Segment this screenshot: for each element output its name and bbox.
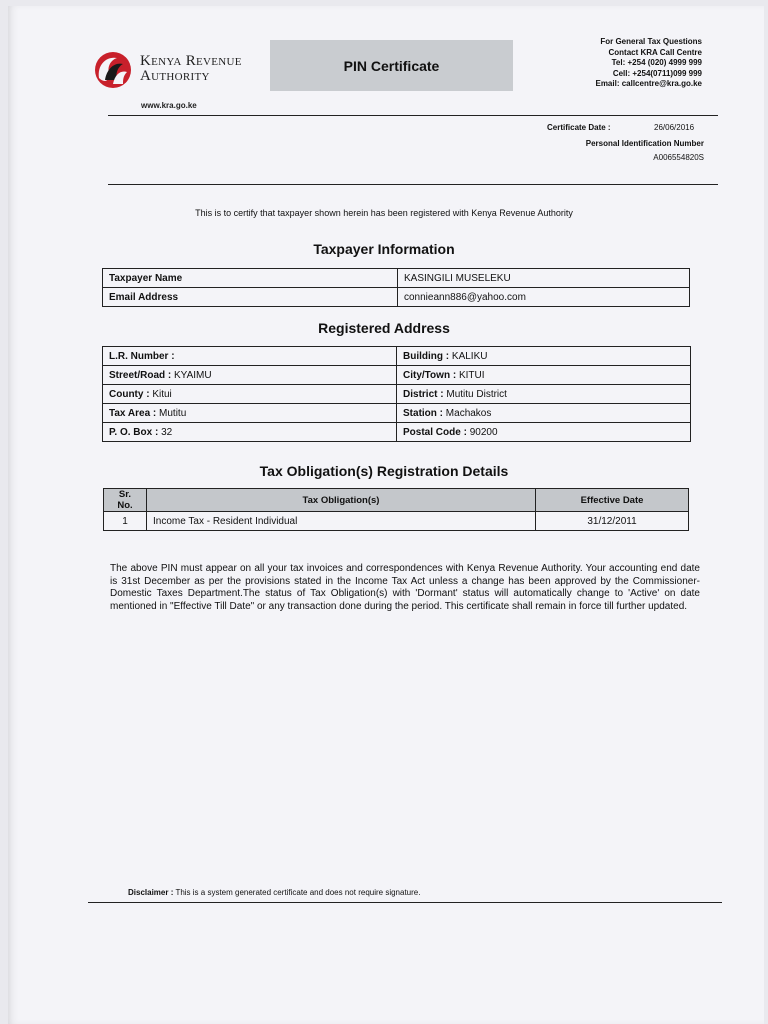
po-box-value: 32: [161, 426, 173, 438]
street-value: KYAIMU: [174, 369, 212, 381]
table-row: [103, 423, 691, 442]
header-divider: [108, 115, 718, 116]
kra-lion-logo-icon: [93, 50, 133, 90]
address-cell-left: [103, 385, 397, 404]
taxpayer-section-title: Taxpayer Information: [313, 241, 455, 257]
obligations-section-title: Tax Obligation(s) Registration Details: [259, 463, 509, 479]
taxpayer-table: [102, 268, 690, 307]
meta-divider: [108, 184, 718, 185]
disclaimer-text: This is a system generated certificate and does not require signature.: [175, 888, 421, 897]
address-cell-right: [397, 404, 691, 423]
column-header-effective-date: Effective Date: [536, 489, 689, 512]
address-cell-right: [397, 347, 691, 366]
street-label: Street/Road :: [109, 369, 172, 381]
table-row: [103, 269, 690, 288]
table-row: [103, 366, 691, 385]
disclaimer: [128, 888, 420, 897]
pin-label: Personal Identification Number: [585, 139, 704, 148]
effective-date-cell: 31/12/2011: [536, 512, 689, 531]
district-value: Mutitu District: [446, 388, 507, 400]
station-value: Machakos: [445, 407, 492, 419]
address-cell-right: [397, 366, 691, 385]
city-value: KITUI: [458, 369, 485, 381]
document-title: PIN Certificate: [270, 40, 513, 91]
org-name: [140, 54, 242, 84]
address-cell-left: [103, 366, 397, 385]
table-row: [103, 288, 690, 307]
tax-area-label: Tax Area :: [109, 407, 157, 419]
tax-area-value: Mutitu: [159, 407, 187, 419]
contact-block: [595, 37, 702, 90]
address-cell-right: [397, 423, 691, 442]
table-row: [103, 385, 691, 404]
county-value: Kitui: [152, 388, 172, 400]
contact-email[interactable]: Email: callcentre@kra.go.ke: [595, 79, 702, 88]
sr-no-cell: 1: [104, 512, 147, 531]
taxpayer-name-value: KASINGILI MUSELEKU: [398, 269, 690, 288]
pin-value: A006554820S: [653, 153, 704, 162]
certification-statement: This is to certify that taxpayer shown herein has been registered with Kenya Revenue Authority: [195, 208, 573, 218]
certificate-date-value: 26/06/2016: [654, 123, 695, 132]
building-value: KALIKU: [451, 350, 488, 362]
address-section-title: Registered Address: [318, 320, 450, 336]
district-label: District :: [403, 388, 444, 400]
contact-line: Cell: +254(0711)099 999: [612, 68, 702, 78]
lr-number-label: L.R. Number :: [109, 350, 175, 362]
contact-line: For General Tax Questions: [600, 37, 702, 46]
column-header-sr-no: Sr. No.: [104, 489, 147, 512]
city-label: City/Town :: [403, 369, 457, 381]
po-box-label: P. O. Box :: [109, 426, 159, 438]
org-name-line1: Kenya Revenue: [140, 53, 242, 69]
disclaimer-label: Disclaimer :: [128, 888, 174, 897]
county-label: County :: [109, 388, 150, 400]
contact-line: Tel: +254 (020) 4999 999: [611, 58, 702, 67]
station-label: Station :: [403, 407, 444, 419]
certificate-date-label: Certificate Date :: [547, 123, 611, 132]
notice-paragraph: The above PIN must appear on all your tax invoices and correspondences with Kenya Revenue Authority. Your accounting end date is 31st December as per the provisions stated in the Income Tax Act unless a change has been approved by the Commissioner-Domestic Taxes Department.The status of Tax Obligation(s) with 'Dormant' status will automatically change to 'Active' on date mentioned in "Effective Till Date" or any transaction done during the period. This certificate shall remain in force till further updated.: [110, 563, 700, 613]
website-link[interactable]: www.kra.go.ke: [141, 101, 197, 110]
address-cell-left: [103, 423, 397, 442]
table-header-row: [104, 489, 689, 512]
footer-divider: [88, 902, 722, 903]
contact-line: Contact KRA Call Centre: [608, 47, 702, 57]
address-cell-left: [103, 404, 397, 423]
table-row: [104, 512, 689, 531]
postal-code-label: Postal Code :: [403, 426, 467, 438]
address-table: [102, 346, 691, 442]
address-cell-right: [397, 385, 691, 404]
table-row: [103, 404, 691, 423]
obligations-table: [103, 488, 689, 531]
taxpayer-name-label: Taxpayer Name: [103, 269, 398, 288]
column-header-obligation: Tax Obligation(s): [147, 489, 536, 512]
address-cell-left: [103, 347, 397, 366]
email-label: Email Address: [103, 288, 398, 307]
org-name-line2: Authority: [140, 68, 210, 84]
building-label: Building :: [403, 350, 450, 362]
table-row: [103, 347, 691, 366]
obligation-cell: Income Tax - Resident Individual: [147, 512, 536, 531]
email-value: connieann886@yahoo.com: [398, 288, 690, 307]
postal-code-value: 90200: [469, 426, 498, 438]
